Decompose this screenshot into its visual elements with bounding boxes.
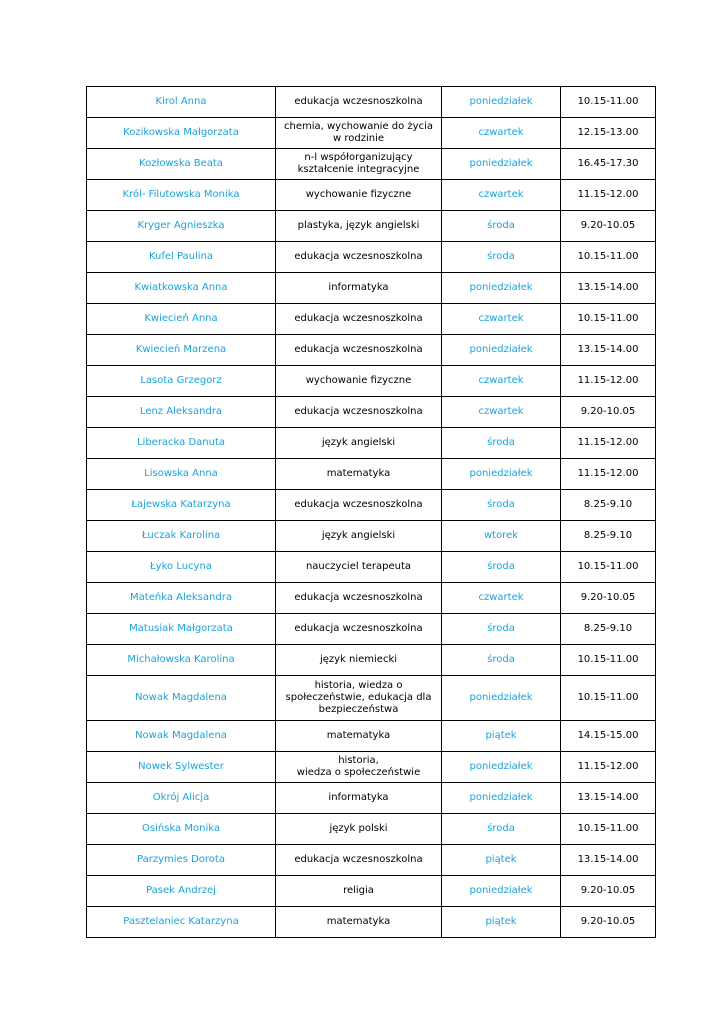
time-cell: 10.15-11.00 bbox=[561, 304, 656, 335]
subject-cell: informatyka bbox=[276, 273, 442, 304]
time-cell: 16.45-17.30 bbox=[561, 149, 656, 180]
table-row bbox=[87, 907, 656, 938]
time-cell: 13.15-14.00 bbox=[561, 335, 656, 366]
day-cell: czwartek bbox=[442, 180, 561, 211]
day-cell: środa bbox=[442, 242, 561, 273]
subject-cell: plastyka, język angielski bbox=[276, 211, 442, 242]
table-row bbox=[87, 118, 656, 149]
day-cell: środa bbox=[442, 428, 561, 459]
table-row bbox=[87, 676, 656, 721]
teacher-cell: Mateńka Aleksandra bbox=[87, 583, 276, 614]
teacher-cell: Nowek Sylwester bbox=[87, 752, 276, 783]
teacher-cell: Pasztelaniec Katarzyna bbox=[87, 907, 276, 938]
table-row bbox=[87, 645, 656, 676]
table-row bbox=[87, 552, 656, 583]
subject-cell: edukacja wczesnoszkolna bbox=[276, 845, 442, 876]
table-row bbox=[87, 521, 656, 552]
day-cell: środa bbox=[442, 552, 561, 583]
table-row bbox=[87, 783, 656, 814]
time-cell: 13.15-14.00 bbox=[561, 273, 656, 304]
time-cell: 10.15-11.00 bbox=[561, 87, 656, 118]
table-row bbox=[87, 814, 656, 845]
teacher-cell: Łajewska Katarzyna bbox=[87, 490, 276, 521]
subject-cell: historia, wiedza o społeczeństwie bbox=[276, 752, 442, 783]
table-row bbox=[87, 583, 656, 614]
day-cell: piątek bbox=[442, 845, 561, 876]
time-cell: 9.20-10.05 bbox=[561, 397, 656, 428]
day-cell: środa bbox=[442, 490, 561, 521]
day-cell: poniedziałek bbox=[442, 876, 561, 907]
subject-cell: edukacja wczesnoszkolna bbox=[276, 490, 442, 521]
subject-cell: matematyka bbox=[276, 721, 442, 752]
subject-cell: wychowanie fizyczne bbox=[276, 180, 442, 211]
teacher-cell: Lasota Grzegorz bbox=[87, 366, 276, 397]
time-cell: 12.15-13.00 bbox=[561, 118, 656, 149]
subject-cell: wychowanie fizyczne bbox=[276, 366, 442, 397]
teacher-cell: Kwiecień Anna bbox=[87, 304, 276, 335]
day-cell: poniedziałek bbox=[442, 459, 561, 490]
teacher-cell: Pasek Andrzej bbox=[87, 876, 276, 907]
time-cell: 10.15-11.00 bbox=[561, 552, 656, 583]
teacher-cell: Król- Filutowska Monika bbox=[87, 180, 276, 211]
teacher-cell: Lisowska Anna bbox=[87, 459, 276, 490]
table-row bbox=[87, 180, 656, 211]
day-cell: środa bbox=[442, 645, 561, 676]
day-cell: poniedziałek bbox=[442, 273, 561, 304]
time-cell: 14.15-15.00 bbox=[561, 721, 656, 752]
time-cell: 9.20-10.05 bbox=[561, 907, 656, 938]
teacher-cell: Parzymies Dorota bbox=[87, 845, 276, 876]
teacher-cell: Liberacka Danuta bbox=[87, 428, 276, 459]
table-row bbox=[87, 211, 656, 242]
teacher-cell: Lenz Aleksandra bbox=[87, 397, 276, 428]
day-cell: poniedziałek bbox=[442, 676, 561, 721]
teacher-cell: Michałowska Karolina bbox=[87, 645, 276, 676]
time-cell: 11.15-12.00 bbox=[561, 428, 656, 459]
time-cell: 9.20-10.05 bbox=[561, 211, 656, 242]
day-cell: środa bbox=[442, 211, 561, 242]
table-row bbox=[87, 366, 656, 397]
time-cell: 13.15-14.00 bbox=[561, 783, 656, 814]
time-cell: 9.20-10.05 bbox=[561, 583, 656, 614]
table-row bbox=[87, 428, 656, 459]
teacher-cell: Kwiatkowska Anna bbox=[87, 273, 276, 304]
subject-cell: historia, wiedza o społeczeństwie, edukacja dla bezpieczeństwa bbox=[276, 676, 442, 721]
table-row bbox=[87, 845, 656, 876]
subject-cell: edukacja wczesnoszkolna bbox=[276, 583, 442, 614]
day-cell: czwartek bbox=[442, 304, 561, 335]
day-cell: poniedziałek bbox=[442, 783, 561, 814]
subject-cell: chemia, wychowanie do życia w rodzinie bbox=[276, 118, 442, 149]
table-row bbox=[87, 459, 656, 490]
table-row bbox=[87, 721, 656, 752]
day-cell: czwartek bbox=[442, 366, 561, 397]
day-cell: piątek bbox=[442, 721, 561, 752]
teacher-cell: Łyko Lucyna bbox=[87, 552, 276, 583]
subject-cell: edukacja wczesnoszkolna bbox=[276, 397, 442, 428]
time-cell: 11.15-12.00 bbox=[561, 752, 656, 783]
day-cell: czwartek bbox=[442, 397, 561, 428]
consultation-schedule-table bbox=[86, 86, 656, 938]
time-cell: 9.20-10.05 bbox=[561, 876, 656, 907]
subject-cell: język polski bbox=[276, 814, 442, 845]
table-row bbox=[87, 273, 656, 304]
time-cell: 10.15-11.00 bbox=[561, 242, 656, 273]
teacher-cell: Kirol Anna bbox=[87, 87, 276, 118]
time-cell: 8.25-9.10 bbox=[561, 490, 656, 521]
time-cell: 11.15-12.00 bbox=[561, 459, 656, 490]
table-row bbox=[87, 87, 656, 118]
time-cell: 11.15-12.00 bbox=[561, 366, 656, 397]
subject-cell: religia bbox=[276, 876, 442, 907]
teacher-cell: Kufel Paulina bbox=[87, 242, 276, 273]
day-cell: środa bbox=[442, 814, 561, 845]
subject-cell: język niemiecki bbox=[276, 645, 442, 676]
subject-cell: język angielski bbox=[276, 521, 442, 552]
subject-cell: n-l współorganizujący kształcenie integracyjne bbox=[276, 149, 442, 180]
time-cell: 13.15-14.00 bbox=[561, 845, 656, 876]
day-cell: środa bbox=[442, 614, 561, 645]
teacher-cell: Matusiak Małgorzata bbox=[87, 614, 276, 645]
time-cell: 8.25-9.10 bbox=[561, 521, 656, 552]
teacher-cell: Kozłowska Beata bbox=[87, 149, 276, 180]
subject-cell: edukacja wczesnoszkolna bbox=[276, 335, 442, 366]
subject-cell: edukacja wczesnoszkolna bbox=[276, 304, 442, 335]
day-cell: piątek bbox=[442, 907, 561, 938]
teacher-cell: Nowak Magdalena bbox=[87, 721, 276, 752]
day-cell: czwartek bbox=[442, 583, 561, 614]
subject-cell: edukacja wczesnoszkolna bbox=[276, 614, 442, 645]
table-row bbox=[87, 149, 656, 180]
subject-cell: matematyka bbox=[276, 459, 442, 490]
table-row bbox=[87, 876, 656, 907]
day-cell: wtorek bbox=[442, 521, 561, 552]
time-cell: 10.15-11.00 bbox=[561, 814, 656, 845]
day-cell: poniedziałek bbox=[442, 335, 561, 366]
teacher-cell: Okrój Alicja bbox=[87, 783, 276, 814]
subject-cell: matematyka bbox=[276, 907, 442, 938]
table-row bbox=[87, 242, 656, 273]
table-row bbox=[87, 397, 656, 428]
day-cell: czwartek bbox=[442, 118, 561, 149]
time-cell: 11.15-12.00 bbox=[561, 180, 656, 211]
day-cell: poniedziałek bbox=[442, 752, 561, 783]
time-cell: 10.15-11.00 bbox=[561, 676, 656, 721]
teacher-cell: Osińska Monika bbox=[87, 814, 276, 845]
table-row bbox=[87, 335, 656, 366]
teacher-cell: Kryger Agnieszka bbox=[87, 211, 276, 242]
teacher-cell: Nowak Magdalena bbox=[87, 676, 276, 721]
subject-cell: język angielski bbox=[276, 428, 442, 459]
time-cell: 10.15-11.00 bbox=[561, 645, 656, 676]
table-row bbox=[87, 490, 656, 521]
subject-cell: informatyka bbox=[276, 783, 442, 814]
teacher-cell: Łuczak Karolina bbox=[87, 521, 276, 552]
day-cell: poniedziałek bbox=[442, 149, 561, 180]
subject-cell: edukacja wczesnoszkolna bbox=[276, 87, 442, 118]
teacher-cell: Kozikowska Małgorzata bbox=[87, 118, 276, 149]
table-row bbox=[87, 752, 656, 783]
subject-cell: edukacja wczesnoszkolna bbox=[276, 242, 442, 273]
table-row bbox=[87, 304, 656, 335]
day-cell: poniedziałek bbox=[442, 87, 561, 118]
time-cell: 8.25-9.10 bbox=[561, 614, 656, 645]
teacher-cell: Kwiecień Marzena bbox=[87, 335, 276, 366]
subject-cell: nauczyciel terapeuta bbox=[276, 552, 442, 583]
table-row bbox=[87, 614, 656, 645]
